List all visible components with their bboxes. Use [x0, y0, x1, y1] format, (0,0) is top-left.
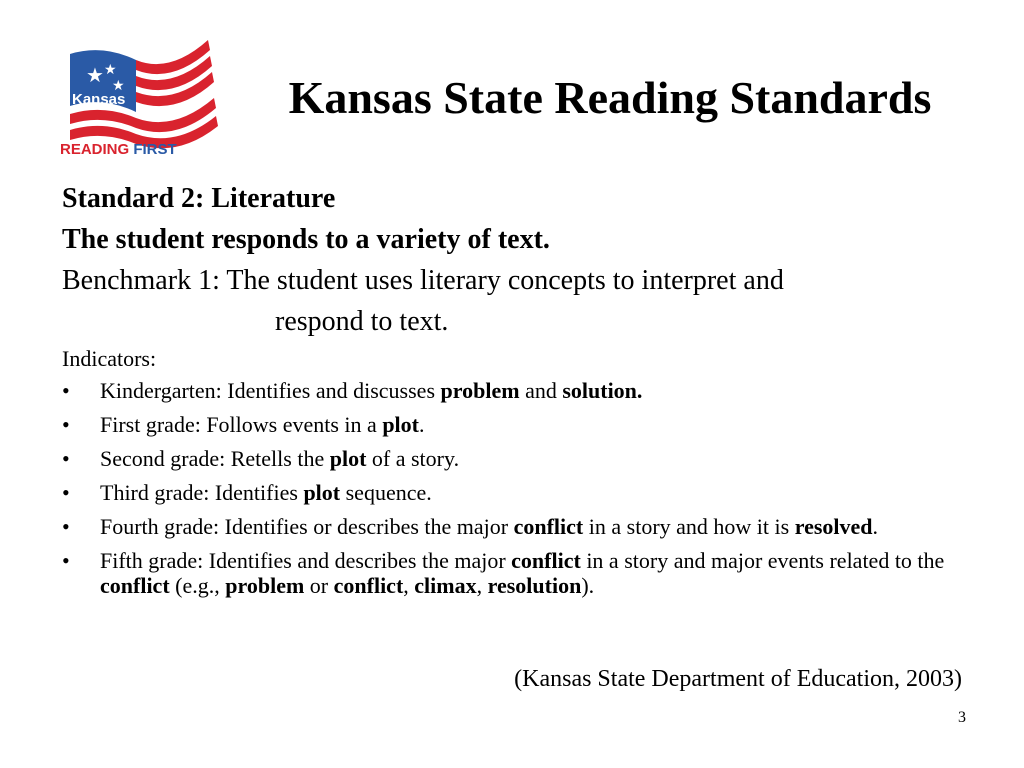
flag-icon: [58, 32, 228, 160]
kansas-reading-first-logo: [58, 32, 228, 160]
indicator-keyword: conflict: [333, 573, 404, 598]
slide-title: Kansas State Reading Standards: [288, 72, 932, 123]
indicator-list: [62, 378, 972, 607]
page-number: 3: [958, 709, 966, 726]
indicator-text: ).: [581, 573, 595, 598]
indicator-text: in a story and how it is: [583, 514, 795, 539]
indicator-item: [62, 378, 972, 403]
indicator-item: [62, 480, 972, 505]
indicator-item: [62, 514, 972, 539]
indicator-keyword: conflict: [511, 548, 581, 573]
indicator-text: (e.g.,: [169, 573, 226, 598]
indicator-keyword: climax: [414, 573, 477, 598]
bullet-icon: •: [62, 480, 70, 505]
indicator-item: [62, 548, 972, 598]
indicator-text: Fourth grade: Identifies or describes the major: [100, 514, 514, 539]
svg-text:★: ★: [86, 63, 104, 87]
indicator-keyword: plot: [382, 412, 419, 437]
svg-text:★: ★: [112, 78, 125, 94]
logo-word: Kansas: [72, 91, 126, 108]
svg-text:★: ★: [104, 62, 117, 78]
indicator-text: First grade: Follows events in a: [100, 412, 383, 437]
standard-heading: Standard 2: Literature: [62, 183, 336, 214]
bullet-icon: •: [62, 412, 70, 437]
indicator-text: of a story.: [366, 446, 460, 471]
indicator-text: Fifth grade: Identifies and describes the major: [100, 548, 512, 573]
standard-description: The student responds to a variety of text.: [62, 224, 550, 255]
indicator-keyword: plot: [303, 480, 341, 505]
indicator-keyword: conflict: [513, 514, 584, 539]
indicator-keyword: resolution: [487, 573, 582, 598]
indicator-keyword: solution.: [562, 378, 643, 403]
indicator-text: ,: [476, 573, 488, 598]
benchmark-line-1: Benchmark 1: The student uses literary concepts to interpret and: [62, 265, 784, 296]
indicator-keyword: resolved: [794, 514, 873, 539]
indicator-text: .: [872, 514, 879, 539]
indicator-item: [62, 412, 972, 437]
indicator-keyword: problem: [440, 378, 520, 403]
indicator-text: ,: [403, 573, 415, 598]
citation: (Kansas State Department of Education, 2003): [514, 666, 962, 692]
indicator-text: Kindergarten: Identifies and discusses: [100, 378, 441, 403]
bullet-icon: •: [62, 514, 70, 539]
benchmark-line-2: respond to text.: [275, 306, 449, 337]
indicator-text: or: [304, 573, 334, 598]
indicator-text: in a story and major events related to the: [580, 548, 945, 573]
indicator-text: .: [419, 412, 425, 437]
indicator-text: sequence.: [340, 480, 432, 505]
indicator-keyword: conflict: [100, 573, 170, 598]
indicators-label: Indicators:: [62, 346, 157, 371]
indicator-keyword: plot: [329, 446, 367, 471]
logo-caption: READING FIRST: [60, 141, 177, 158]
indicator-keyword: problem: [225, 573, 305, 598]
indicator-text: Second grade: Retells the: [100, 446, 330, 471]
bullet-icon: •: [62, 548, 70, 573]
indicator-text: Third grade: Identifies: [100, 480, 304, 505]
indicator-item: [62, 446, 972, 471]
bullet-icon: •: [62, 378, 70, 403]
bullet-icon: •: [62, 446, 70, 471]
indicator-text: and: [519, 378, 563, 403]
